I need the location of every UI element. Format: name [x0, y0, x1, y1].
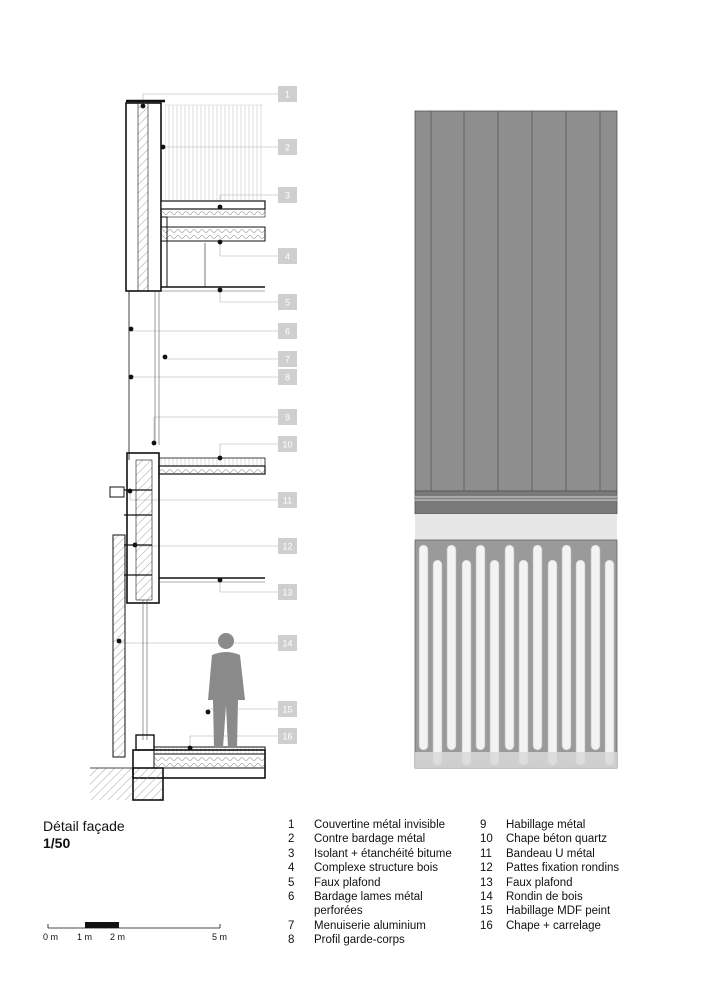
elevation-log	[462, 560, 471, 765]
elevation-log	[505, 545, 514, 750]
marker-label-9: 9	[284, 412, 291, 423]
scale-label-2: 2 m	[110, 932, 126, 942]
marker-label-15: 15	[282, 704, 293, 715]
legend-item-9	[480, 818, 680, 832]
callout-dot-4	[218, 240, 223, 245]
legend-text: Faux plafond	[314, 876, 381, 889]
section-detail	[90, 101, 265, 800]
legend-item-3	[288, 847, 473, 861]
callout-dot-5	[218, 288, 223, 293]
callout-dot-9	[152, 441, 157, 446]
caption-scale: 1/50	[43, 835, 71, 851]
callout-dot-16	[188, 746, 193, 751]
callout-dot-8	[129, 375, 134, 380]
marker-label-13: 13	[282, 587, 293, 598]
legend-number: 6	[288, 891, 295, 904]
legend-text: Chape + carrelage	[506, 919, 601, 932]
legend-number: 4	[288, 862, 295, 875]
scale-label-5: 5 m	[212, 932, 228, 942]
legend-number: 5	[288, 876, 295, 889]
callout-dot-14	[117, 639, 122, 644]
marker-label-16: 16	[282, 731, 293, 742]
marker-label-1: 1	[284, 89, 291, 100]
marker-label-3: 3	[284, 190, 291, 201]
legend-text: Couvertine métal invisible	[314, 819, 446, 831]
elevation-log	[576, 560, 585, 765]
legend-item-16	[480, 919, 680, 933]
callout-dot-12	[133, 543, 138, 548]
legend-text: Contre bardage métal	[314, 833, 426, 846]
legend-number: 15	[480, 905, 493, 918]
caption-title: Détail façade	[43, 818, 125, 834]
elevation-log	[548, 560, 557, 765]
legend-item-15	[480, 904, 680, 918]
legend-text: Isolant + étanchéité bitume	[314, 847, 452, 860]
facade-elevation	[415, 111, 617, 768]
legend-number: 10	[480, 833, 493, 846]
marker-label-5: 5	[284, 297, 291, 308]
marker-label-8: 8	[284, 372, 291, 383]
marker-label-4: 4	[284, 251, 291, 262]
legend-item-8	[288, 933, 473, 947]
legend-text: Pattes fixation rondins	[506, 862, 620, 875]
elevation-log	[447, 545, 456, 750]
legend-text: Rondin de bois	[506, 891, 583, 904]
legend-text: Bardage lames métal perforées	[314, 891, 423, 918]
marker-label-6: 6	[284, 326, 291, 337]
elevation-log	[562, 545, 571, 750]
legend-column-right	[480, 818, 680, 933]
legend-number: 9	[480, 819, 487, 831]
legend-text: Menuiserie aluminium	[314, 919, 426, 932]
elevation-log	[433, 560, 442, 765]
callout-dot-3	[218, 205, 223, 210]
marker-label-7: 7	[284, 354, 291, 365]
legend-item-7	[288, 919, 473, 933]
legend-text: Chape béton quartz	[506, 833, 608, 846]
elevation-log	[490, 560, 499, 765]
legend-item-10	[480, 832, 680, 846]
legend-number: 11	[480, 847, 492, 860]
legend-number: 1	[288, 819, 295, 831]
elevation-log	[605, 560, 614, 765]
legend-text: Bandeau U métal	[506, 847, 595, 860]
drawing-caption	[43, 818, 125, 852]
callout-dot-7	[163, 355, 168, 360]
marker-label-10: 10	[282, 439, 293, 450]
legend-number: 13	[480, 876, 493, 889]
legend-number: 3	[288, 847, 295, 860]
marker-column	[278, 86, 297, 744]
legend-number: 12	[480, 862, 493, 875]
legend-number: 2	[288, 833, 295, 846]
elevation-log	[591, 545, 600, 750]
callout-dot-6	[129, 327, 134, 332]
elevation-log	[419, 545, 428, 750]
legend-item-5	[288, 876, 473, 890]
callout-dot-1	[141, 104, 146, 109]
callout-dot-15	[206, 710, 211, 715]
legend-text: Habillage métal	[506, 819, 586, 831]
callout-dot-13	[218, 578, 223, 583]
legend-item-1	[288, 818, 473, 832]
legend-number: 8	[288, 934, 295, 947]
scale-bar	[48, 922, 220, 928]
elevation-log	[533, 545, 542, 750]
callout-dot-10	[218, 456, 223, 461]
scale-label-1: 1 m	[77, 932, 93, 942]
marker-label-12: 12	[282, 541, 293, 552]
elevation-log	[519, 560, 528, 765]
legend-item-2	[288, 832, 473, 846]
callout-dot-11	[128, 489, 133, 494]
legend-number: 7	[288, 919, 295, 932]
legend-item-4	[288, 861, 473, 875]
legend-item-14	[480, 890, 680, 904]
legend-item-6	[288, 890, 473, 919]
legend-text: Complexe structure bois	[314, 862, 438, 875]
legend-text: Faux plafond	[506, 876, 573, 889]
callout-dot-2	[161, 145, 166, 150]
legend-number: 14	[480, 891, 493, 904]
legend-text: Habillage MDF peint	[506, 905, 611, 918]
legend-item-12	[480, 861, 680, 875]
legend-number: 16	[480, 919, 493, 932]
legend-column-left	[288, 818, 473, 948]
scale-label-0: 0 m	[43, 932, 59, 942]
legend-item-11	[480, 847, 680, 861]
elevation-log	[476, 545, 485, 750]
legend-item-13	[480, 876, 680, 890]
marker-label-11: 11	[282, 495, 293, 506]
marker-label-14: 14	[282, 638, 293, 649]
marker-label-2: 2	[284, 142, 291, 153]
legend-text: Profil garde-corps	[314, 934, 405, 947]
